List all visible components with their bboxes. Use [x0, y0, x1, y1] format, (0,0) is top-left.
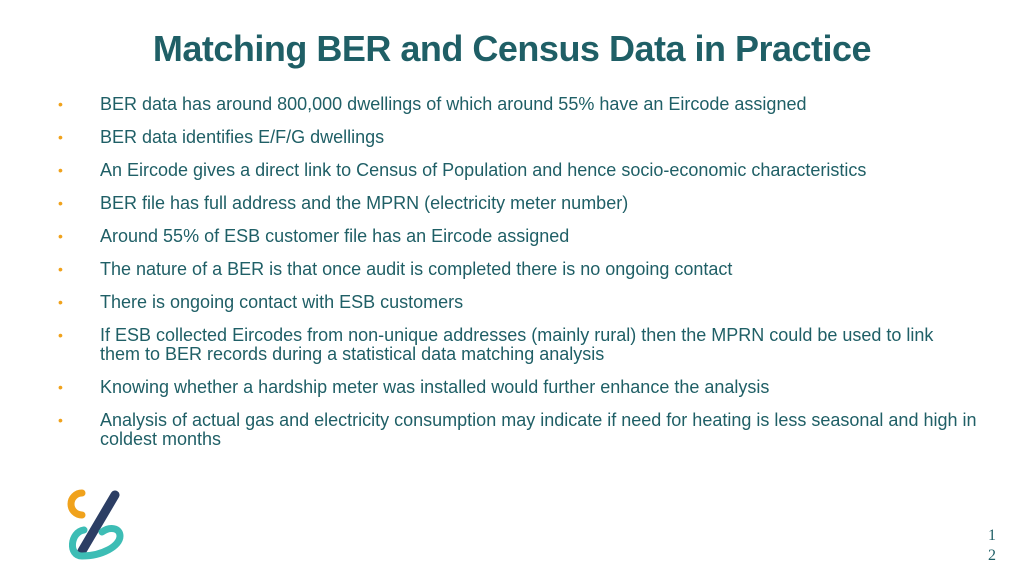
- bullet-item: [58, 227, 978, 246]
- bullet-dot: •: [58, 129, 63, 145]
- bullet-list: [58, 95, 978, 463]
- bullet-text: Analysis of actual gas and electricity consumption may indicate if need for heating is less seasonal and high in coldest months: [100, 410, 977, 449]
- bullet-text: Knowing whether a hardship meter was installed would further enhance the analysis: [100, 377, 770, 397]
- bullet-dot: •: [58, 412, 63, 428]
- bullet-text: An Eircode gives a direct link to Census of Population and hence socio-economic characteristics: [100, 160, 867, 180]
- page-number-line: 2: [988, 547, 996, 564]
- bullet-dot: •: [58, 379, 63, 395]
- bullet-dot: •: [58, 327, 63, 343]
- bullet-item: [58, 293, 978, 312]
- bullet-dot: •: [58, 162, 63, 178]
- bullet-dot: •: [58, 294, 63, 310]
- bullet-text: If ESB collected Eircodes from non-unique addresses (mainly rural) then the MPRN could be used to link them to BER records during a statistical data matching analysis: [100, 325, 934, 364]
- bullet-item: [58, 128, 978, 147]
- bullet-item: [58, 194, 978, 213]
- bullet-item: [58, 161, 978, 180]
- cso-logo-icon: [62, 488, 128, 562]
- bullet-dot: •: [58, 195, 63, 211]
- bullet-item: [58, 95, 978, 114]
- bullet-item: [58, 411, 978, 449]
- bullet-text: Around 55% of ESB customer file has an Eircode assigned: [100, 226, 570, 246]
- bullet-text: The nature of a BER is that once audit is completed there is no ongoing contact: [100, 259, 733, 279]
- bullet-dot: •: [58, 228, 63, 244]
- bullet-text: There is ongoing contact with ESB customers: [100, 292, 464, 312]
- bullet-item: [58, 326, 978, 364]
- bullet-text: BER data identifies E/F/G dwellings: [100, 127, 385, 147]
- page-number: [984, 526, 1000, 566]
- bullet-item: [58, 260, 978, 279]
- bullet-text: BER data has around 800,000 dwellings of which around 55% have an Eircode assigned: [100, 94, 807, 114]
- bullet-text: BER file has full address and the MPRN (electricity meter number): [100, 193, 629, 213]
- slide-title: Matching BER and Census Data in Practice: [152, 28, 872, 69]
- page-number-line: 1: [988, 527, 996, 544]
- bullet-dot: •: [58, 261, 63, 277]
- bullet-item: [58, 378, 978, 397]
- bullet-dot: •: [58, 96, 63, 112]
